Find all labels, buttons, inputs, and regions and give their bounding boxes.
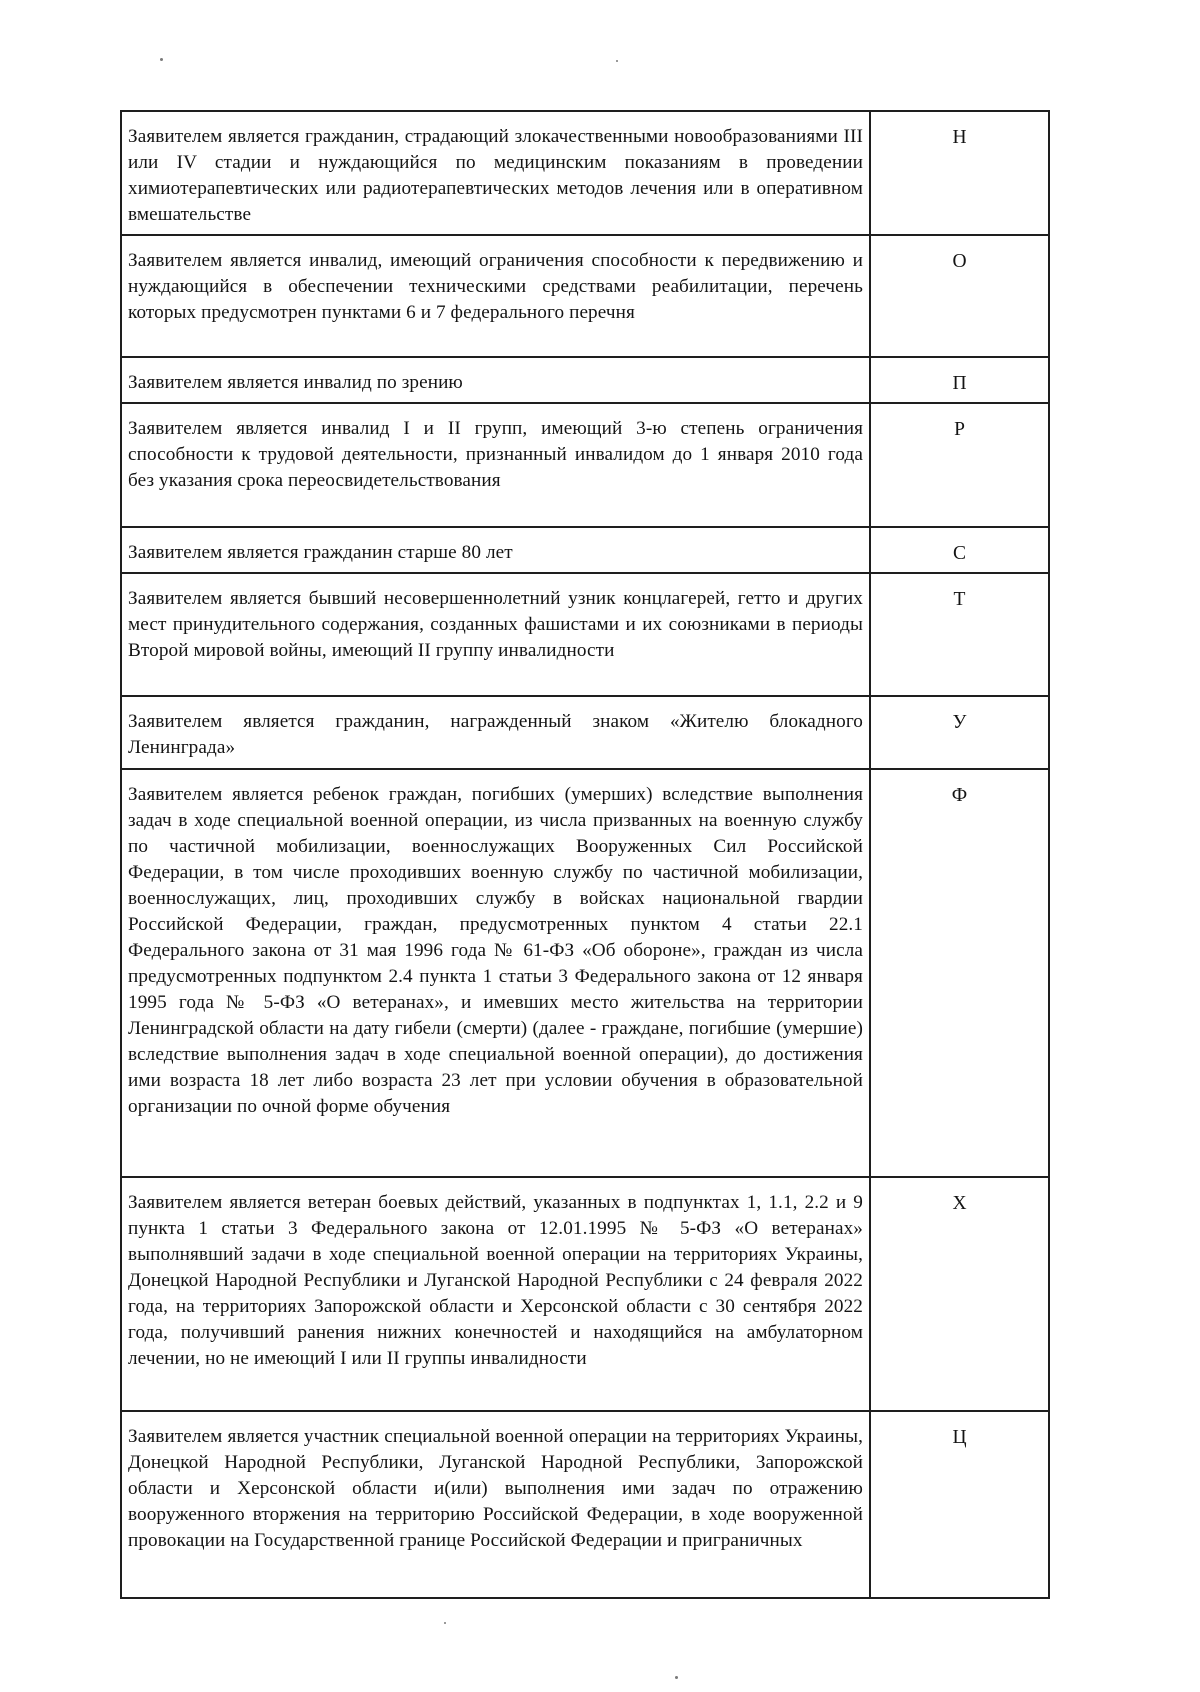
category-code: Т (870, 573, 1049, 696)
category-code: О (870, 235, 1049, 357)
category-description: Заявителем является инвалид I и II групп, имеющий 3-ю степень ограничения способности к трудовой деятельности, признанный инвалидом до 1 января 2010 года без указания срока переосвидетельствования (121, 403, 870, 527)
category-code: Н (870, 111, 1049, 235)
table-row (121, 357, 1049, 403)
category-description: Заявителем является инвалид по зрению (121, 357, 870, 403)
category-description: Заявителем является бывший несовершеннолетний узник концлагерей, гетто и других мест принудительного содержания, созданных фашистами и их союзниками в периоды Второй мировой войны, имеющий II группу инвалидности (121, 573, 870, 696)
table-row (121, 403, 1049, 527)
category-code: П (870, 357, 1049, 403)
table-row (121, 1411, 1049, 1598)
category-description: Заявителем является ветеран боевых действий, указанных в подпунктах 1, 1.1, 2.2 и 9 пункта 1 статьи 3 Федерального закона от 12.01.1995 № 5-ФЗ «О ветеранах» выполнявший задачи в ходе специальной военной операции на территориях Украины, Донецкой Народной Республики и Луганской Народной Республики с 24 февраля 2022 года, на территориях Запорожской области и Херсонской области с 30 сентября 2022 года, получивший ранения нижних конечностей и находящийся на амбулаторном лечении, но не имеющий I или II группы инвалидности (121, 1177, 870, 1411)
scan-speck (160, 58, 163, 61)
table-row (121, 573, 1049, 696)
table-row (121, 235, 1049, 357)
applicant-category-table (120, 110, 1050, 1599)
table-row (121, 1177, 1049, 1411)
category-description: Заявителем является гражданин, награжденный знаком «Жителю блокадного Ленинграда» (121, 696, 870, 769)
table-row (121, 527, 1049, 573)
category-code: Ц (870, 1411, 1049, 1598)
category-code: С (870, 527, 1049, 573)
category-code: Х (870, 1177, 1049, 1411)
category-description: Заявителем является гражданин старше 80 лет (121, 527, 870, 573)
table-row (121, 769, 1049, 1177)
category-code: У (870, 696, 1049, 769)
category-description: Заявителем является гражданин, страдающий злокачественными новообразованиями III или IV стадии и нуждающийся по медицинским показаниям в проведении химиотерапевтических или радиотерапевтических методов лечения или в оперативном вмешательстве (121, 111, 870, 235)
scan-speck (675, 1676, 678, 1679)
scan-speck (444, 1622, 446, 1624)
table-row (121, 111, 1049, 235)
category-description: Заявителем является ребенок граждан, погибших (умерших) вследствие выполнения задач в ходе специальной военной операции, из числа призванных на военную службу по частичной мобилизации, военнослужащих Вооруженных Сил Российской Федерации, в том числе проходивших военную службу по частичной мобилизации, военнослужащих, лиц, проходивших службу в войсках национальной гвардии Российской Федерации, граждан, предусмотренных пунктом 4 статьи 22.1 Федерального закона от 31 мая 1996 года № 61-ФЗ «Об обороне», граждан из числа предусмотренных подпунктом 2.4 пункта 1 статьи 3 Федерального закона от 12 января 1995 года № 5-ФЗ «О ветеранах», и имевших место жительства на территории Ленинградской области на дату гибели (смерти) (далее - граждане, погибшие (умершие) вследствие выполнения задач в ходе специальной военной операции), до достижения ими возраста 18 лет либо возраста 23 лет при условии обучения в образовательной организации по очной форме обучения (121, 769, 870, 1177)
table-row (121, 696, 1049, 769)
category-code: Ф (870, 769, 1049, 1177)
category-description: Заявителем является инвалид, имеющий ограничения способности к передвижению и нуждающийся в обеспечении техническими средствами реабилитации, перечень которых предусмотрен пунктами 6 и 7 федерального перечня (121, 235, 870, 357)
scan-speck (616, 60, 618, 62)
category-code: Р (870, 403, 1049, 527)
category-description: Заявителем является участник специальной военной операции на территориях Украины, Донецкой Народной Республики, Луганской Народной Республики, Запорожской области и Херсонской области и(или) выполнения ими задач по отражению вооруженного вторжения на территорию Российской Федерации, в ходе вооруженной провокации на Государственной границе Российской Федерации и приграничных (121, 1411, 870, 1598)
